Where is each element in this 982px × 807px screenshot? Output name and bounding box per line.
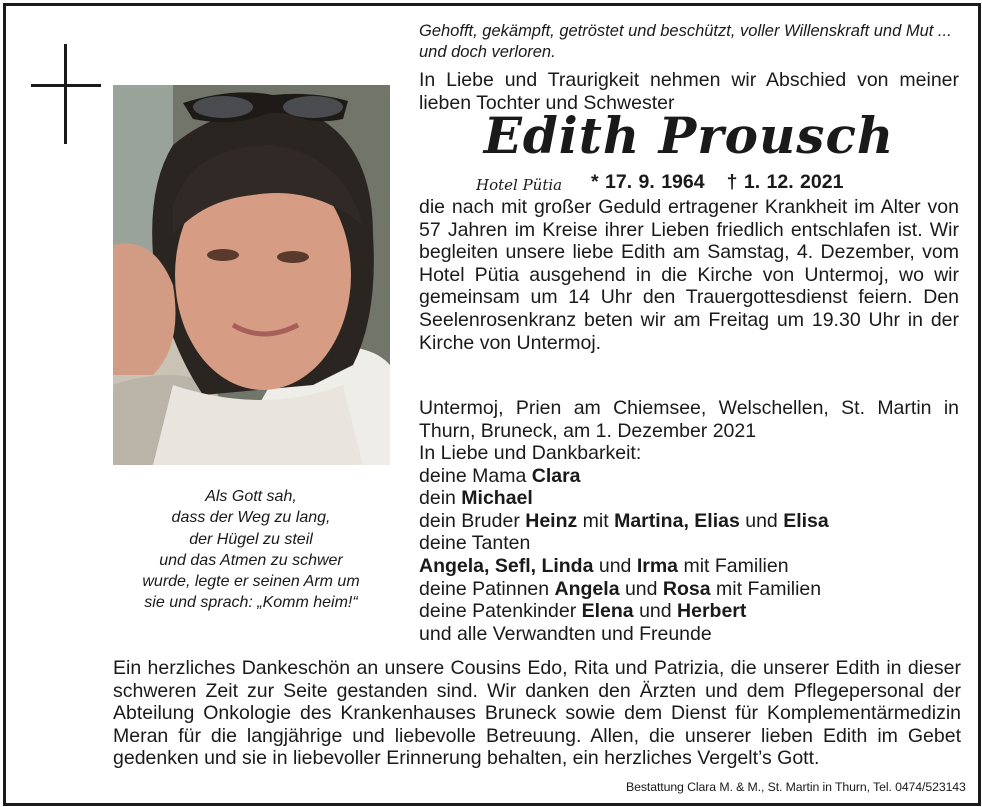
family-line-godmothers: deine Patinnen Angela und Rosa mit Familien <box>419 577 822 600</box>
family-line-aunt-names: Angela, Sefl, Linda und Irma mit Familien <box>419 554 789 577</box>
portrait-illustration <box>113 85 390 465</box>
poem <box>106 486 396 614</box>
hotel-name: Hotel Pütia <box>476 176 563 194</box>
family-line-godchildren: deine Patenkinder Elena und Herbert <box>419 600 747 623</box>
portrait-photo <box>113 85 390 465</box>
announcement-text: die nach mit großer Geduld ertragener Krankheit im Alter von 57 Jahren im Kreise ihrer Lieben friedlich entschlafen ist. Wir begleiten unsere liebe Edith am Samstag, 4. Dezember, vom Hotel Pütia ausgehend in die Kirche von Untermoj, wo wir gemeinsam um 14 Uhr den Trauergottesdienst feiern. Den Seelenrosenkranz beten wir am Freitag um 19.30 Uhr in der Kirche von Untermoj. <box>419 196 959 354</box>
poem-line: sie und sprach: „Komm heim!“ <box>144 594 358 612</box>
poem-line: der Hügel zu steil <box>189 530 313 548</box>
cross-horizontal-bar <box>31 84 101 87</box>
family-list <box>419 442 959 645</box>
cross-vertical-bar <box>64 44 67 144</box>
deceased-name: Edith Prousch <box>483 106 895 165</box>
poem-line: wurde, legte er seinen Arm um <box>142 573 360 591</box>
life-dates <box>591 171 843 194</box>
family-line-aunts: deine Tanten <box>419 532 531 555</box>
epigraph: Gehofft, gekämpft, getröstet und beschützt, voller Willenskraft und Mut ... und doch verloren. <box>419 22 952 61</box>
family-line-partner: dein Michael <box>419 487 533 510</box>
poem-line: dass der Weg zu lang, <box>171 509 331 527</box>
family-intro: In Liebe und Dankbarkeit: <box>419 442 642 464</box>
intro-text: In Liebe und Traurigkeit nehmen wir Abschied von meiner lieben Tochter und Schwester <box>419 69 959 114</box>
obituary-frame <box>3 3 981 806</box>
family-line-mother: deine Mama Clara <box>419 464 581 487</box>
poem-line: Als Gott sah, <box>205 488 297 505</box>
family-line-relatives: und alle Verwandten und Freunde <box>419 622 712 645</box>
poem-line: und das Atmen zu schwer <box>159 551 343 569</box>
thanks-text: Ein herzliches Dankeschön an unsere Cousins Edo, Rita und Patrizia, die unserer Edith in dieser schweren Zeit zur Seite gestanden sind. Wir danken den Ärzten und dem Pflegepersonal der Abteilung Onkologie des Krankenhauses Bruneck sowie dem Dienst für Komplementärmedizin Meran für die langjährige und liebevolle Betreuung. Allen, die unserer lieben Edith im Gebet gedenken und sie in liebevoller Erinnerung behalten, ein herzliches Vergelt’s Gott. <box>113 657 961 770</box>
funeral-home-credit: Bestattung Clara M. & M., St. Martin in Thurn, Tel. 0474/523143 <box>626 780 966 794</box>
birth-date: * 17. 9. 1964 <box>591 171 705 193</box>
place-and-date: Untermoj, Prien am Chiemsee, Welschellen, St. Martin in Thurn, Bruneck, am 1. Dezember 2021 <box>419 397 959 442</box>
family-line-brother: dein Bruder Heinz mit Martina, Elias und Elisa <box>419 509 829 532</box>
death-date: † 1. 12. 2021 <box>726 171 844 193</box>
